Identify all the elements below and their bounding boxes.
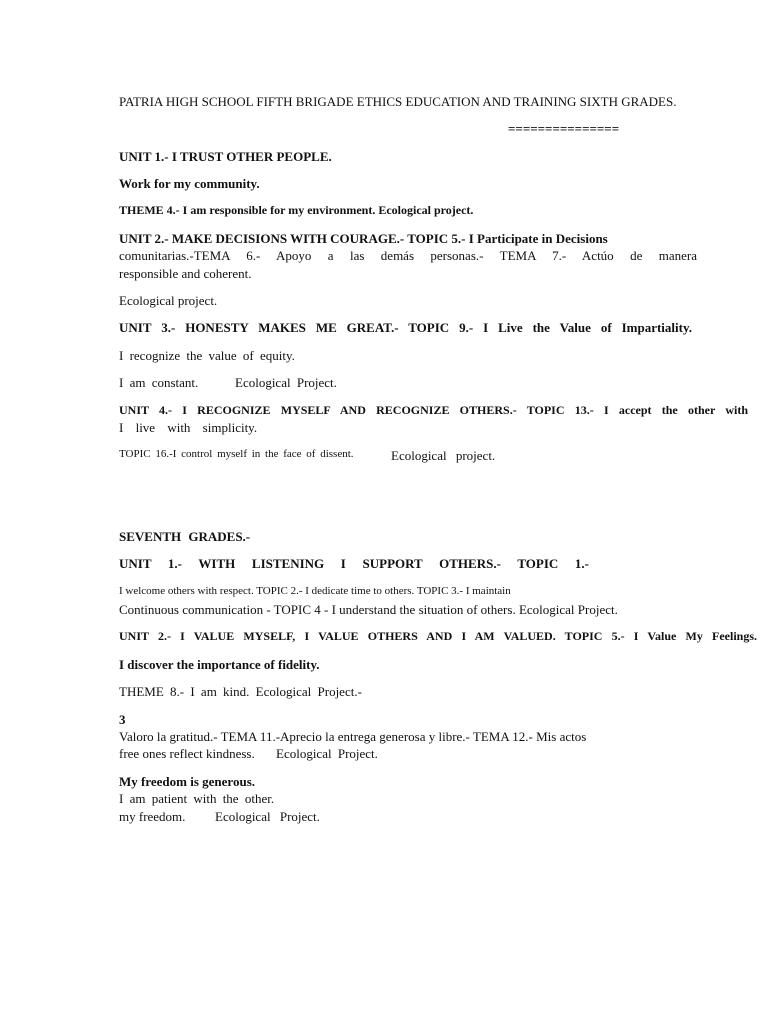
seventh-unit-1-heading: UNIT 1.- WITH LISTENING I SUPPORT OTHERS.- TOPIC 1.- xyxy=(119,556,589,571)
seventh-my-freedom-eco: Ecological Project. xyxy=(215,809,320,824)
seventh-free-eco: Ecological Project. xyxy=(276,746,378,761)
seventh-number-3: 3 xyxy=(119,712,126,727)
seventh-patient-line: I am patient with the other. xyxy=(119,791,275,806)
sixth-constant-line: I am constant. xyxy=(119,375,199,390)
seventh-grades-heading: SEVENTH GRADES.- xyxy=(119,529,251,544)
document-title: PATRIA HIGH SCHOOL FIFTH BRIGADE ETHICS EDUCATION AND TRAINING SIXTH GRADES. xyxy=(119,94,677,109)
seventh-unit-2-heading: UNIT 2.- I VALUE MYSELF, I VALUE OTHERS AND I AM VALUED. TOPIC 5.- I Value My Feelings. xyxy=(119,629,757,643)
sixth-unit-1-heading: UNIT 1.- I TRUST OTHER PEOPLE. xyxy=(119,149,332,164)
seventh-free-line: free ones reflect kindness. xyxy=(119,746,255,761)
seventh-fidelity-line: I discover the importance of fidelity. xyxy=(119,657,320,672)
sixth-unit-2-heading: UNIT 2.- MAKE DECISIONS WITH COURAGE.- TOPIC 5.- I Participate in Decisions xyxy=(119,231,608,246)
sixth-equity-line: I recognize the value of equity. xyxy=(119,348,295,363)
sixth-topic-16-eco: Ecological project. xyxy=(391,448,496,463)
sixth-unit-3-heading: UNIT 3.- HONESTY MAKES ME GREAT.- TOPIC 9.- I Live the Value of Impartiality. xyxy=(119,320,692,335)
sixth-theme-4: THEME 4.- I am responsible for my environment. Ecological project. xyxy=(119,203,474,217)
sixth-unit-4-heading: UNIT 4.- I RECOGNIZE MYSELF AND RECOGNIZE OTHERS.- TOPIC 13.- I accept the other with xyxy=(119,403,748,417)
sixth-constant-eco: Ecological Project. xyxy=(235,375,337,390)
sixth-unit-2-continuation-2: responsible and coherent. xyxy=(119,266,252,281)
seventh-welcome-line: I welcome others with respect. TOPIC 2.- I dedicate time to others. TOPIC 3.- I maintain xyxy=(119,585,511,597)
title-separator: =============== xyxy=(508,121,620,136)
seventh-theme-8: THEME 8.- I am kind. Ecological Project.- xyxy=(119,684,362,699)
seventh-my-freedom: my freedom. xyxy=(119,809,186,824)
seventh-valoro-line: Valoro la gratitud.- TEMA 11.-Aprecio la entrega generosa y libre.- TEMA 12.- Mis actos xyxy=(119,729,587,744)
sixth-work-line: Work for my community. xyxy=(119,176,260,191)
sixth-unit-4-continuation: I live with simplicity. xyxy=(119,420,258,435)
sixth-unit-2-continuation-1: comunitarias.-TEMA 6.- Apoyo a las demás personas.- TEMA 7.- Actúo de manera xyxy=(119,248,697,263)
sixth-topic-16: TOPIC 16.-I control myself in the face of dissent. xyxy=(119,448,354,460)
seventh-freedom-generous: My freedom is generous. xyxy=(119,774,255,789)
seventh-continuous-line: Continuous communication - TOPIC 4 - I understand the situation of others. Ecological Project. xyxy=(119,602,618,617)
sixth-ecological-project-1: Ecological project. xyxy=(119,293,218,308)
